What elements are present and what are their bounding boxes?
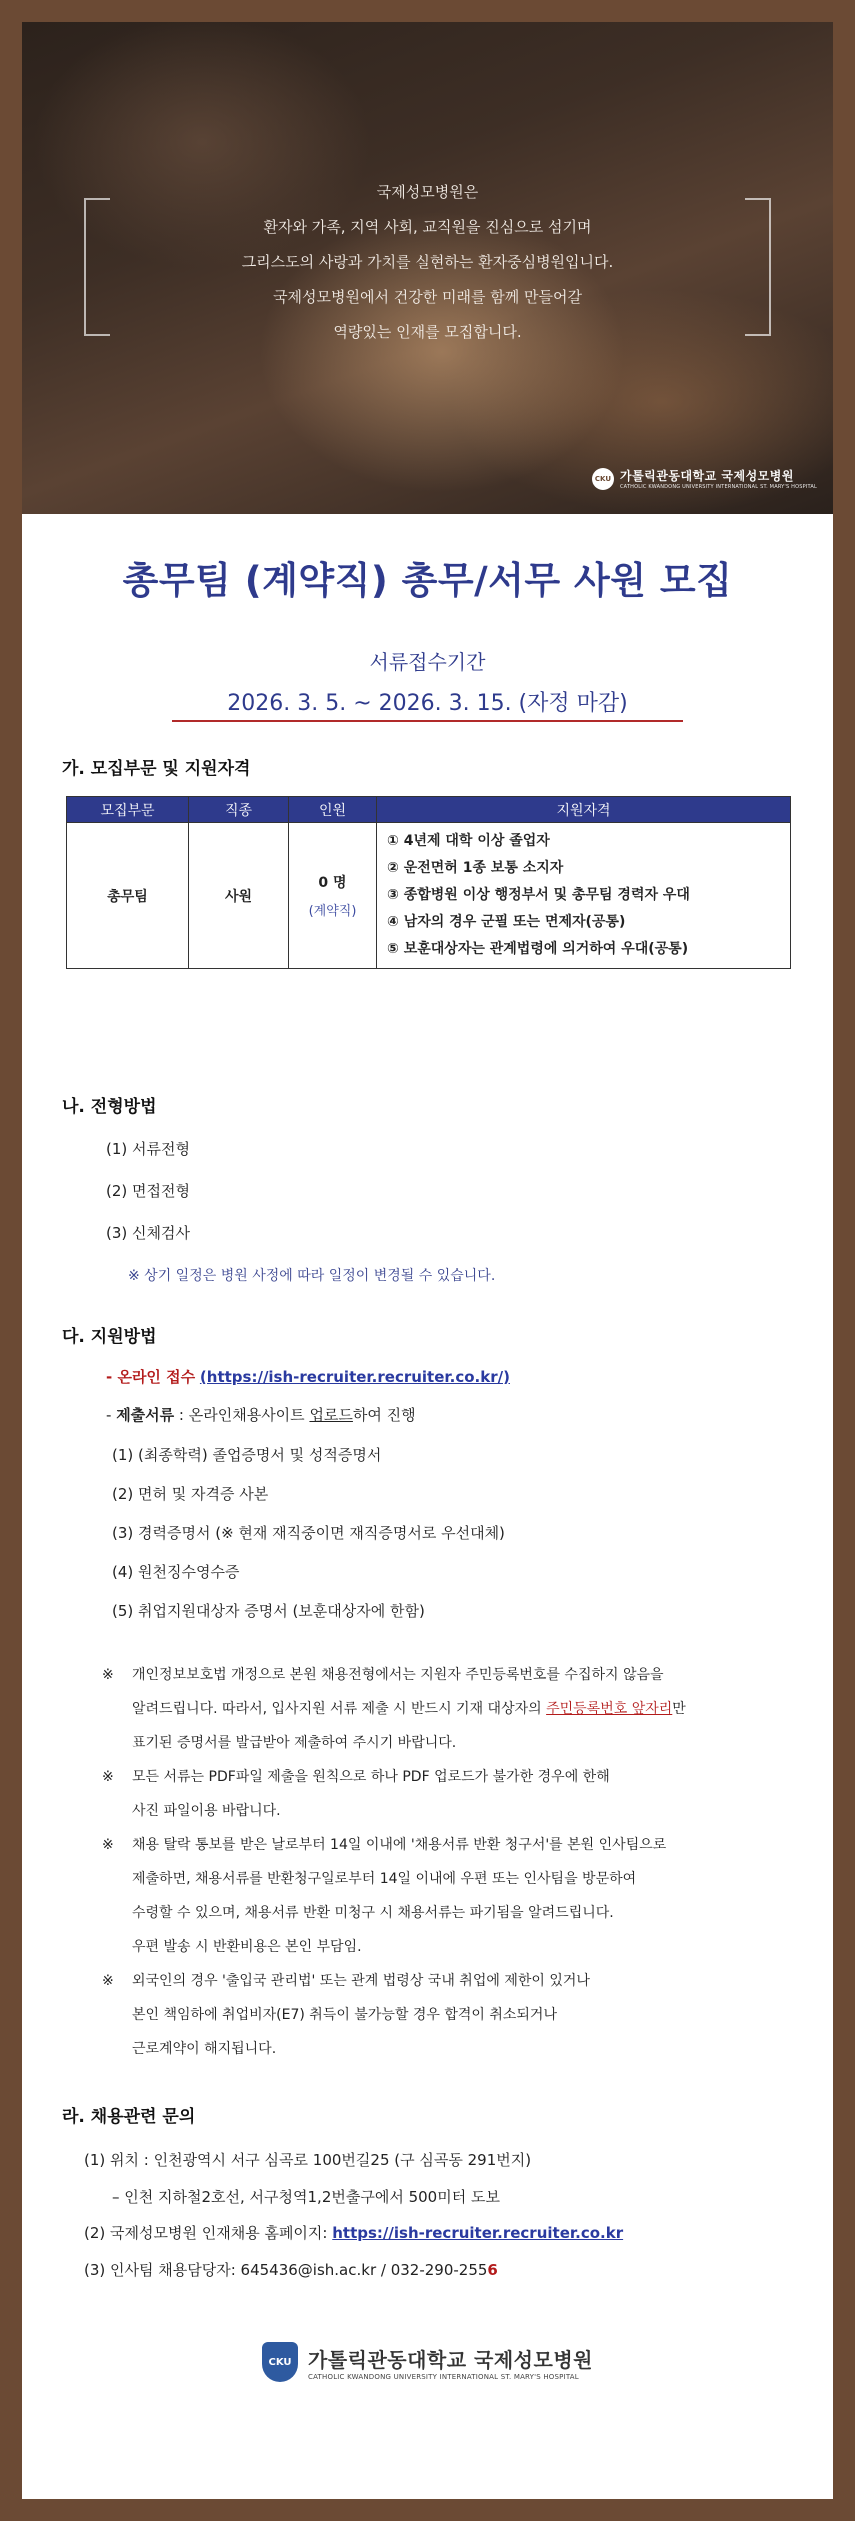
table-header: 지원자격	[377, 797, 791, 823]
section-a-heading: 가. 모집부문 및 지원자격	[62, 759, 251, 779]
homepage-line: (2) 국제성모병원 인재채용 홈페이지: https://ish-recruiter.recruiter.co.kr	[84, 2224, 624, 2242]
homepage-link[interactable]: https://ish-recruiter.recruiter.co.kr	[332, 2224, 624, 2242]
pdf-note: ※ 모든 서류는 PDF파일 제출을 원칙으로 하나 PDF 업로드가 불가한 경우에 한해 사진 파일이용 바랍니다.	[102, 1769, 610, 1819]
document-item: (5) 취업지원대상자 증명서 (보훈대상자에 한함)	[112, 1602, 425, 1620]
section-d-heading: 라. 채용관련 문의	[62, 2107, 196, 2127]
document-item: (2) 면허 및 자격증 사본	[112, 1485, 269, 1503]
section-c-heading: 다. 지원방법	[62, 1327, 157, 1347]
qualification-cell	[377, 823, 791, 969]
table-header: 인원	[289, 797, 377, 823]
footer-logo-sub: CATHOLIC KWANDONG UNIVERSITY INTERNATIONAL ST. MARY'S HOSPITAL	[308, 2372, 579, 2381]
hero-line: 국제성모병원에서 건강한 미래를 함께 만들어갈	[273, 288, 582, 306]
footer-hospital-logo	[22, 2342, 833, 2382]
hero-line: 국제성모병원은	[376, 183, 479, 201]
table-header: 직종	[189, 797, 289, 823]
period-label: 서류접수기간	[369, 650, 486, 674]
hero-line: 그리스도의 사랑과 가치를 실현하는 환자중심병원입니다.	[241, 253, 614, 271]
job-cell: 사원	[189, 823, 289, 969]
document-item: (4) 원천징수영수증	[112, 1563, 240, 1581]
online-application: - 온라인 접수 (https://ish-recruiter.recruiter.co.kr/)	[106, 1368, 510, 1386]
document-item: (1) (최종학력) 졸업증명서 및 성적증명서	[112, 1446, 382, 1464]
schedule-note: ※ 상기 일정은 병원 사정에 따라 일정이 변경될 수 있습니다.	[128, 1268, 496, 1284]
qualification-item: ⑤ 보훈대상자는 관계법령에 의거하여 우대(공통)	[387, 941, 689, 957]
table-row	[67, 823, 791, 969]
hero-line: 환자와 가족, 지역 사회, 교직원을 진심으로 섬기며	[263, 218, 592, 236]
recruit-site-link[interactable]: (https://ish-recruiter.recruiter.co.kr/)	[199, 1368, 510, 1386]
table-header: 모집부문	[67, 797, 189, 823]
qualification-item: ② 운전면허 1종 보통 소지자	[387, 860, 564, 876]
footer-logo-name: 가톨릭관동대학교 국제성모병원	[308, 2347, 593, 2372]
hero-message	[22, 175, 833, 350]
count-cell	[289, 823, 377, 969]
hero-hospital-logo	[592, 467, 817, 490]
qualification-item: ① 4년제 대학 이상 졸업자	[387, 833, 550, 849]
documents-label: 제출서류	[116, 1406, 175, 1424]
selection-step: (1) 서류전형	[106, 1140, 190, 1158]
id-number-highlight: 주민등록번호 앞자리	[546, 1701, 673, 1717]
poster	[22, 22, 833, 2499]
foreigner-note: ※ 외국인의 경우 '출입국 관리법' 또는 관계 법령상 국내 취업에 제한이 있거나 본인 책임하에 취업비자(E7) 취득이 불가능할 경우 합격이 취소되거나 근로계약이 해지됩니다.	[102, 1973, 590, 2057]
privacy-note: ※ 개인정보보호법 개정으로 본원 채용전형에서는 지원자 주민등록번호를 수집하지 않음을 알려드립니다. 따라서, 입사지원 서류 제출 시 반드시 기재 대상자의 주민등록번호 앞자리만 표기된 증명서를 발급받아 제출하여 주시기 바랍니다.	[102, 1667, 686, 1751]
recruitment-table	[66, 796, 791, 969]
selection-step: (3) 신체검사	[106, 1224, 190, 1242]
online-label: 온라인 접수	[117, 1368, 196, 1386]
hero-logo-sub: CATHOLIC KWANDONG UNIVERSITY INTERNATIONAL ST. MARY'S HOSPITAL	[619, 484, 817, 490]
qualification-item: ④ 남자의 경우 군필 또는 면제자(공통)	[387, 914, 626, 930]
contact-line: (3) 인사팀 채용담당자: 645436@ish.ac.kr / 032-290-2556	[84, 2261, 498, 2279]
selection-step: (2) 면접전형	[106, 1182, 190, 1200]
location-line: (1) 위치 : 인천광역시 서구 심곡로 100번길25 (구 심곡동 291번지)	[84, 2151, 532, 2169]
section-b-heading: 나. 전형방법	[62, 1097, 157, 1117]
documents-line: - 제출서류 : 온라인채용사이트 업로드하여 진행	[106, 1406, 416, 1424]
hero-banner	[22, 22, 833, 514]
hospital-emblem-icon: CKU	[262, 2342, 298, 2382]
count-note: (계약직)	[308, 904, 357, 919]
hero-line: 역량있는 인재를 모집합니다.	[333, 323, 522, 341]
hero-logo-name: 가톨릭관동대학교 국제성모병원	[619, 469, 794, 483]
hospital-emblem-icon: CKU	[592, 468, 614, 490]
dept-cell: 총무팀	[67, 823, 189, 969]
page-title: 총무팀 (계약직) 총무/서무 사원 모집	[122, 559, 733, 602]
application-period: 2026. 3. 5. ~ 2026. 3. 15. (자정 마감)	[172, 686, 683, 722]
count-value: 0 명	[318, 875, 347, 891]
location-sub-line: – 인천 지하철2호선, 서구청역1,2번출구에서 500미터 도보	[112, 2188, 500, 2206]
qualification-item: ③ 종합병원 이상 행정부서 및 총무팀 경력자 우대	[387, 887, 690, 903]
document-item: (3) 경력증명서 (※ 현재 재직중이면 재직증명서로 우선대체)	[112, 1524, 505, 1542]
upload-text: 업로드	[309, 1406, 353, 1424]
return-documents-note: ※ 채용 탈락 통보를 받은 날로부터 14일 이내에 '채용서류 반환 청구서'를 본원 인사팀으로 제출하면, 채용서류를 반환청구일로부터 14일 이내에 우편 또는 인사팀을 방문하여 수령할 수 있으며, 채용서류 반환 미청구 시 채용서류는 파기됨을 알려드립니다. 우편 발송 시 반환비용은 본인 부담임.	[102, 1837, 667, 1955]
